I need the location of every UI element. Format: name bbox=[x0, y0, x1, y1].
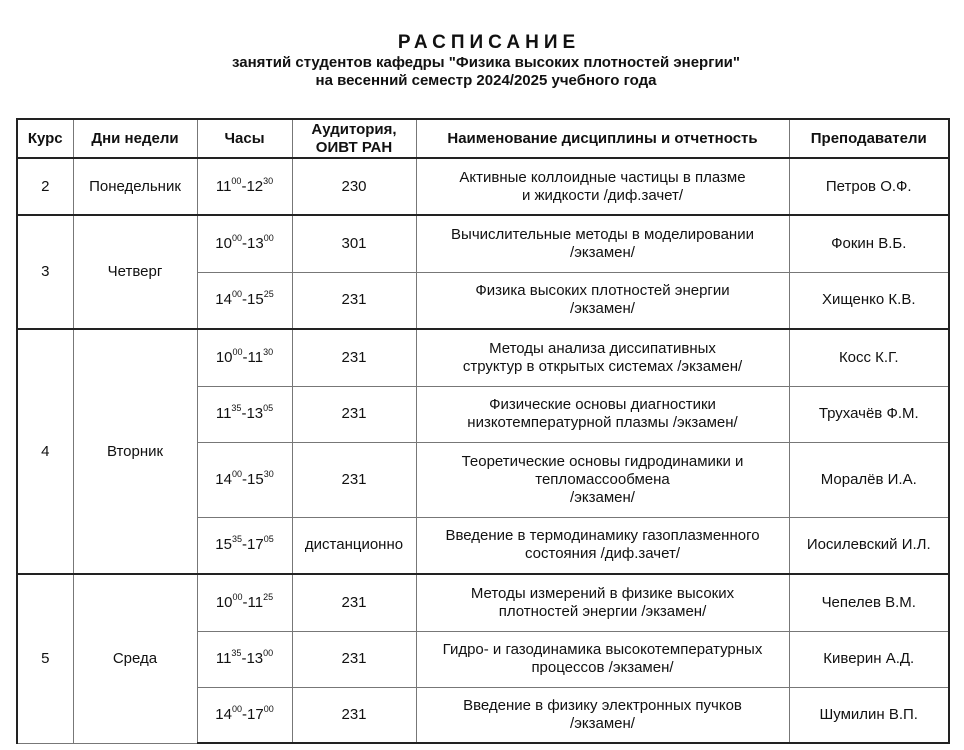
subject-line: /экзамен/ bbox=[570, 714, 635, 732]
subject-cell bbox=[416, 386, 789, 442]
hours-cell bbox=[197, 215, 292, 272]
column-header-days: Дни недели bbox=[73, 119, 197, 158]
table-row bbox=[17, 574, 949, 631]
subject-cell bbox=[416, 329, 789, 386]
end-hour: 13 bbox=[247, 234, 264, 252]
subject-line: низкотемпературной плазмы /экзамен/ bbox=[467, 414, 738, 431]
start-hour: 11 bbox=[215, 405, 232, 422]
schedule-table bbox=[16, 118, 950, 744]
room-cell: 231 bbox=[292, 574, 416, 631]
subject-line: Вычислительные методы в моделировании bbox=[451, 225, 754, 243]
start-hour: 10 bbox=[215, 593, 233, 611]
table-row bbox=[17, 158, 949, 215]
teacher-cell: Косс К.Г. bbox=[789, 329, 949, 386]
hours-cell bbox=[197, 329, 292, 386]
teacher-cell: Петров О.Ф. bbox=[789, 158, 949, 215]
end-hour: 15 bbox=[247, 291, 264, 309]
subject-cell bbox=[416, 574, 789, 631]
end-hour: 17 bbox=[247, 705, 264, 723]
room-cell: 231 bbox=[292, 442, 416, 517]
start-hour: 14 bbox=[215, 291, 232, 309]
end-minutes: 25 bbox=[263, 289, 274, 300]
subject-line: тепломассообмена bbox=[535, 470, 670, 488]
time-dash: - bbox=[242, 705, 247, 723]
teacher-cell: Чепелев В.М. bbox=[789, 574, 949, 631]
hours-cell bbox=[197, 517, 292, 574]
subject-line: и жидкости /диф.зачет/ bbox=[521, 186, 684, 204]
start-minutes: 35 bbox=[231, 403, 242, 413]
time-dash: - bbox=[242, 291, 247, 309]
teacher-cell: Киверин А.Д. bbox=[789, 631, 949, 687]
room-cell: 230 bbox=[292, 158, 416, 215]
room-cell: дистанционно bbox=[292, 517, 416, 574]
course-cell: 5 bbox=[17, 574, 73, 743]
subject-line: состояния /диф.зачет/ bbox=[524, 545, 681, 563]
subject-line: Гидро- и газодинамика высокотемпературных bbox=[442, 641, 763, 658]
course-cell: 4 bbox=[17, 329, 73, 574]
day-cell: Вторник bbox=[73, 329, 197, 574]
end-hour: 15 bbox=[247, 470, 264, 488]
subject-line: плотностей энергии /экзамен/ bbox=[498, 602, 707, 620]
start-hour: 14 bbox=[215, 470, 232, 488]
subject-line: Введение в физику электронных пучков bbox=[463, 696, 742, 714]
start-hour: 11 bbox=[215, 177, 232, 195]
subject-line: Введение в термодинамику газоплазменного bbox=[445, 527, 760, 545]
room-cell: 231 bbox=[292, 631, 416, 687]
hours-cell bbox=[197, 687, 292, 743]
end-minutes: 30 bbox=[263, 175, 274, 186]
subject-line: Физические основы диагностики bbox=[489, 396, 716, 413]
end-minutes: 00 bbox=[263, 703, 274, 714]
start-hour: 11 bbox=[215, 650, 232, 667]
time-dash: - bbox=[241, 405, 247, 422]
column-header-course: Курс bbox=[17, 119, 73, 158]
day-cell: Среда bbox=[73, 574, 197, 743]
subtitle-line-2: на весенний семестр 2024/2025 учебного года bbox=[315, 72, 657, 89]
time-dash: - bbox=[241, 650, 247, 667]
column-header-room: Аудитория, ОИВТ РАН bbox=[292, 119, 416, 158]
start-minutes: 00 bbox=[231, 289, 242, 300]
start-hour: 10 bbox=[215, 234, 232, 252]
start-minutes: 00 bbox=[231, 175, 242, 186]
document-title: РАСПИСАНИЕ bbox=[397, 32, 581, 53]
hours-cell bbox=[197, 442, 292, 517]
start-minutes: 00 bbox=[232, 591, 243, 602]
end-minutes: 25 bbox=[263, 591, 274, 602]
start-minutes: 00 bbox=[232, 346, 243, 357]
teacher-cell: Хищенко К.В. bbox=[789, 272, 949, 329]
subject-cell bbox=[416, 158, 789, 215]
end-hour: 12 bbox=[246, 177, 264, 195]
subject-cell bbox=[416, 517, 789, 574]
subject-cell bbox=[416, 687, 789, 743]
hours-cell bbox=[197, 386, 292, 442]
teacher-cell: Шумилин В.П. bbox=[789, 687, 949, 743]
subject-line: /экзамен/ bbox=[570, 300, 635, 318]
start-minutes: 35 bbox=[231, 648, 242, 658]
hours-cell bbox=[197, 158, 292, 215]
teacher-cell: Трухачёв Ф.М. bbox=[789, 386, 949, 442]
hours-cell bbox=[197, 574, 292, 631]
teacher-cell: Фокин В.Б. bbox=[789, 215, 949, 272]
table-header-row bbox=[17, 119, 949, 158]
room-cell: 231 bbox=[292, 687, 416, 743]
start-hour: 14 bbox=[215, 705, 232, 723]
subject-line: /экзамен/ bbox=[570, 243, 635, 261]
subject-cell bbox=[416, 442, 789, 517]
end-minutes: 30 bbox=[263, 468, 274, 479]
end-hour: 11 bbox=[247, 348, 264, 366]
day-cell: Четверг bbox=[73, 215, 197, 329]
column-header-hours: Часы bbox=[197, 119, 292, 158]
course-cell: 3 bbox=[17, 215, 73, 329]
subject-line: структур в открытых системах /экзамен/ bbox=[462, 357, 743, 375]
end-minutes: 05 bbox=[263, 534, 274, 545]
time-dash: - bbox=[242, 348, 248, 366]
subject-line: Методы измерений в физике высоких bbox=[470, 584, 735, 602]
end-hour: 13 bbox=[246, 650, 264, 667]
column-header-teachers: Преподаватели bbox=[789, 119, 949, 158]
subject-line: Методы анализа диссипативных bbox=[489, 339, 716, 357]
time-dash: - bbox=[242, 536, 247, 554]
document-header bbox=[0, 32, 964, 90]
time-dash: - bbox=[242, 470, 247, 488]
subject-line: /экзамен/ bbox=[570, 488, 635, 506]
end-hour: 13 bbox=[246, 405, 264, 422]
teacher-cell: Иосилевский И.Л. bbox=[789, 517, 949, 574]
hours-cell bbox=[197, 631, 292, 687]
time-dash: - bbox=[242, 593, 248, 611]
end-minutes: 00 bbox=[263, 648, 274, 658]
subject-line: Теоретические основы гидродинамики и bbox=[461, 452, 744, 470]
start-hour: 10 bbox=[215, 348, 233, 366]
end-minutes: 00 bbox=[263, 232, 274, 243]
end-minutes: 30 bbox=[263, 346, 274, 357]
subject-line: Активные коллоидные частицы в плазме bbox=[459, 168, 746, 186]
table-row bbox=[17, 215, 949, 272]
table-row bbox=[17, 329, 949, 386]
room-cell: 301 bbox=[292, 215, 416, 272]
schedule-body bbox=[17, 158, 949, 743]
time-dash: - bbox=[242, 234, 247, 252]
column-header-subject: Наименование дисциплины и отчетность bbox=[416, 119, 789, 158]
start-minutes: 35 bbox=[231, 534, 242, 545]
day-cell: Понедельник bbox=[73, 158, 197, 215]
teacher-cell: Моралёв И.А. bbox=[789, 442, 949, 517]
start-minutes: 00 bbox=[231, 468, 242, 479]
room-cell: 231 bbox=[292, 272, 416, 329]
course-cell: 2 bbox=[17, 158, 73, 215]
subject-line: Физика высоких плотностей энергии bbox=[475, 282, 730, 300]
start-minutes: 00 bbox=[231, 703, 242, 714]
subject-line: процессов /экзамен/ bbox=[531, 659, 674, 676]
end-hour: 11 bbox=[247, 593, 264, 611]
hours-cell bbox=[197, 272, 292, 329]
subject-cell bbox=[416, 272, 789, 329]
subject-cell bbox=[416, 631, 789, 687]
end-minutes: 05 bbox=[263, 403, 274, 413]
end-hour: 17 bbox=[247, 536, 264, 554]
room-cell: 231 bbox=[292, 386, 416, 442]
start-hour: 15 bbox=[215, 536, 232, 554]
room-cell: 231 bbox=[292, 329, 416, 386]
subject-cell bbox=[416, 215, 789, 272]
time-dash: - bbox=[241, 177, 247, 195]
start-minutes: 00 bbox=[231, 232, 242, 243]
subtitle-line-1: занятий студентов кафедры "Физика высоких плотностей энергии" bbox=[231, 54, 741, 71]
